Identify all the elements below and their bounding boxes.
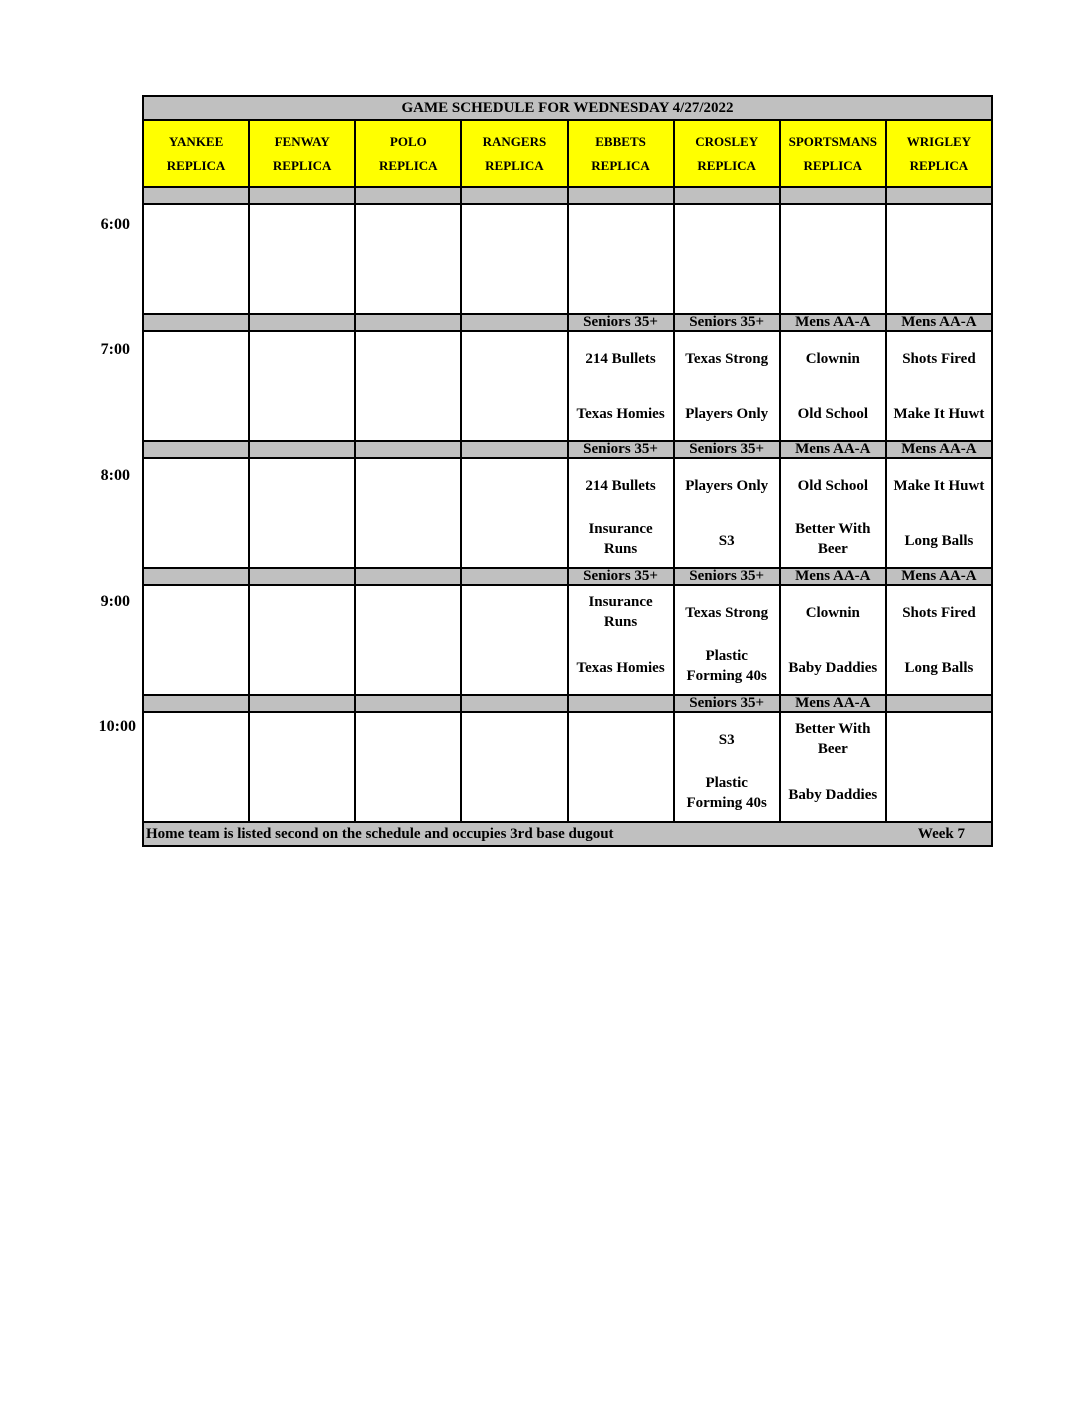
field-sub: REPLICA bbox=[803, 158, 863, 173]
game-cell bbox=[356, 713, 462, 821]
home-team: Better With Beer bbox=[795, 521, 871, 557]
division-cell: Seniors 35+ bbox=[675, 696, 781, 711]
time-slot-row bbox=[144, 586, 991, 696]
away-team: 214 Bullets bbox=[585, 478, 656, 494]
away-team: Clownin bbox=[805, 605, 860, 621]
home-team: Baby Daddies bbox=[788, 787, 878, 803]
away-team: Texas Strong bbox=[685, 605, 769, 621]
time-label: 6:00 bbox=[100, 216, 130, 233]
division-cell bbox=[887, 188, 991, 203]
division-cell bbox=[144, 569, 250, 584]
division-cell: Mens AA-A bbox=[781, 442, 887, 457]
home-team: Insurance Runs bbox=[588, 521, 653, 557]
division-cell: Mens AA-A bbox=[781, 696, 887, 711]
division-cell bbox=[144, 696, 250, 711]
division-cell bbox=[356, 442, 462, 457]
field-name: CROSLEY bbox=[695, 134, 759, 149]
field-header bbox=[569, 121, 675, 186]
game-cell bbox=[569, 332, 675, 440]
game-cell bbox=[144, 205, 250, 313]
away-team: Texas Strong bbox=[685, 351, 769, 367]
time-label: 8:00 bbox=[100, 467, 130, 484]
division-cell bbox=[675, 188, 781, 203]
division-cell bbox=[887, 696, 991, 711]
away-team: Old School bbox=[797, 478, 869, 494]
division-cell bbox=[144, 315, 250, 330]
home-team: S3 bbox=[718, 533, 735, 549]
game-cell bbox=[781, 713, 887, 821]
away-team: Insurance Runs bbox=[588, 594, 653, 630]
schedule-footer bbox=[144, 823, 991, 845]
game-cell bbox=[250, 713, 356, 821]
field-sub: REPLICA bbox=[909, 158, 969, 173]
division-cell: Mens AA-A bbox=[901, 315, 977, 330]
field-name: EBBETS bbox=[595, 134, 646, 149]
game-cell bbox=[462, 205, 568, 313]
field-sub: REPLICA bbox=[272, 158, 332, 173]
field-name: WRIGLEY bbox=[906, 134, 972, 149]
division-cell bbox=[250, 696, 356, 711]
away-team: Clownin bbox=[805, 351, 860, 367]
away-team: 214 Bullets bbox=[585, 351, 656, 367]
game-cell bbox=[569, 459, 675, 567]
division-cell bbox=[144, 442, 250, 457]
home-team: Old School bbox=[797, 406, 869, 422]
field-header bbox=[675, 121, 781, 186]
home-team: Baby Daddies bbox=[788, 660, 878, 676]
home-team: Texas Homies bbox=[576, 660, 665, 676]
division-cell bbox=[569, 696, 675, 711]
field-header bbox=[887, 121, 991, 186]
game-cell bbox=[356, 205, 462, 313]
game-cell bbox=[356, 459, 462, 567]
away-team: Shots Fired bbox=[902, 351, 976, 367]
game-cell bbox=[675, 586, 781, 694]
time-label: 10:00 bbox=[98, 718, 136, 735]
game-cell bbox=[781, 586, 887, 694]
division-cell: Seniors 35+ bbox=[675, 442, 781, 457]
game-cell bbox=[462, 332, 568, 440]
away-team: Players Only bbox=[685, 478, 769, 494]
division-cell bbox=[462, 569, 568, 584]
game-cell bbox=[462, 713, 568, 821]
division-cell: Mens AA-A bbox=[781, 569, 887, 584]
home-team: Plastic Forming 40s bbox=[686, 775, 767, 811]
division-cell bbox=[569, 188, 675, 203]
home-team: Texas Homies bbox=[576, 406, 665, 422]
division-cell bbox=[356, 315, 462, 330]
game-cell bbox=[675, 332, 781, 440]
division-cell: Seniors 35+ bbox=[569, 442, 675, 457]
field-sub: REPLICA bbox=[591, 158, 650, 173]
field-name: POLO bbox=[389, 134, 427, 149]
division-cell: Seniors 35+ bbox=[675, 569, 781, 584]
game-cell bbox=[675, 713, 781, 821]
time-label: 9:00 bbox=[100, 593, 130, 610]
game-cell bbox=[356, 586, 462, 694]
field-header-row bbox=[144, 121, 991, 187]
division-cell bbox=[250, 315, 356, 330]
division-cell: Seniors 35+ bbox=[675, 315, 781, 330]
game-cell bbox=[356, 332, 462, 440]
division-cell bbox=[462, 696, 568, 711]
away-team: Better With Beer bbox=[795, 721, 871, 757]
game-cell bbox=[887, 459, 991, 567]
field-header bbox=[781, 121, 887, 186]
game-cell bbox=[781, 205, 887, 313]
time-slot-row bbox=[144, 205, 991, 315]
field-name: YANKEE bbox=[168, 134, 224, 149]
division-cell bbox=[462, 188, 568, 203]
division-cell bbox=[356, 696, 462, 711]
division-row bbox=[144, 696, 991, 713]
game-cell bbox=[675, 205, 781, 313]
division-cell bbox=[462, 442, 568, 457]
time-slot-row bbox=[144, 332, 991, 442]
game-cell bbox=[887, 205, 991, 313]
division-cell: Mens AA-A bbox=[901, 569, 977, 584]
game-cell bbox=[250, 586, 356, 694]
game-cell bbox=[569, 713, 675, 821]
field-sub: REPLICA bbox=[379, 158, 438, 173]
division-cell bbox=[250, 569, 356, 584]
schedule-table bbox=[142, 95, 993, 847]
division-cell: Seniors 35+ bbox=[569, 315, 675, 330]
game-cell bbox=[144, 459, 250, 567]
game-cell bbox=[250, 332, 356, 440]
division-cell bbox=[144, 188, 250, 203]
field-header bbox=[144, 121, 250, 186]
home-team-note: Home team is listed second on the schedule and occupies 3rd base dugout bbox=[146, 826, 614, 842]
field-sub: REPLICA bbox=[166, 158, 226, 173]
field-header bbox=[250, 121, 356, 186]
game-cell bbox=[887, 332, 991, 440]
time-slot-row bbox=[144, 713, 991, 823]
away-team: Make It Huwt bbox=[893, 478, 985, 494]
home-team: Make It Huwt bbox=[893, 406, 985, 422]
division-cell: Mens AA-A bbox=[901, 442, 977, 457]
home-team: Plastic Forming 40s bbox=[686, 648, 767, 684]
game-cell bbox=[144, 332, 250, 440]
home-team: Long Balls bbox=[904, 660, 974, 676]
field-header bbox=[462, 121, 568, 186]
division-cell bbox=[250, 188, 356, 203]
division-cell bbox=[356, 569, 462, 584]
game-cell bbox=[250, 205, 356, 313]
division-cell bbox=[462, 315, 568, 330]
away-team: Shots Fired bbox=[902, 605, 976, 621]
division-cell bbox=[250, 442, 356, 457]
game-cell bbox=[144, 713, 250, 821]
game-cell bbox=[569, 205, 675, 313]
game-cell bbox=[569, 586, 675, 694]
game-cell bbox=[781, 459, 887, 567]
game-cell bbox=[887, 586, 991, 694]
week-label: Week 7 bbox=[917, 826, 965, 842]
division-row bbox=[144, 315, 991, 332]
time-label: 7:00 bbox=[100, 341, 130, 358]
field-sub: REPLICA bbox=[485, 158, 544, 173]
field-name: FENWAY bbox=[274, 134, 330, 149]
home-team: Long Balls bbox=[904, 533, 974, 549]
game-cell bbox=[144, 586, 250, 694]
game-cell bbox=[462, 586, 568, 694]
division-cell: Mens AA-A bbox=[781, 315, 887, 330]
time-slot-row bbox=[144, 459, 991, 569]
division-row bbox=[144, 187, 991, 205]
division-cell bbox=[356, 188, 462, 203]
game-cell bbox=[781, 332, 887, 440]
game-cell bbox=[675, 459, 781, 567]
schedule-title: GAME SCHEDULE FOR WEDNESDAY 4/27/2022 bbox=[144, 97, 991, 121]
field-header bbox=[356, 121, 462, 186]
game-cell bbox=[462, 459, 568, 567]
home-team: Players Only bbox=[685, 406, 769, 422]
division-row bbox=[144, 442, 991, 459]
away-team: S3 bbox=[718, 732, 735, 748]
division-cell: Seniors 35+ bbox=[569, 569, 675, 584]
field-name: RANGERS bbox=[482, 134, 547, 149]
division-row bbox=[144, 569, 991, 586]
division-cell bbox=[781, 188, 887, 203]
field-sub: REPLICA bbox=[697, 158, 756, 173]
field-name: SPORTSMANS bbox=[788, 134, 878, 149]
game-cell bbox=[250, 459, 356, 567]
game-cell bbox=[887, 713, 991, 821]
